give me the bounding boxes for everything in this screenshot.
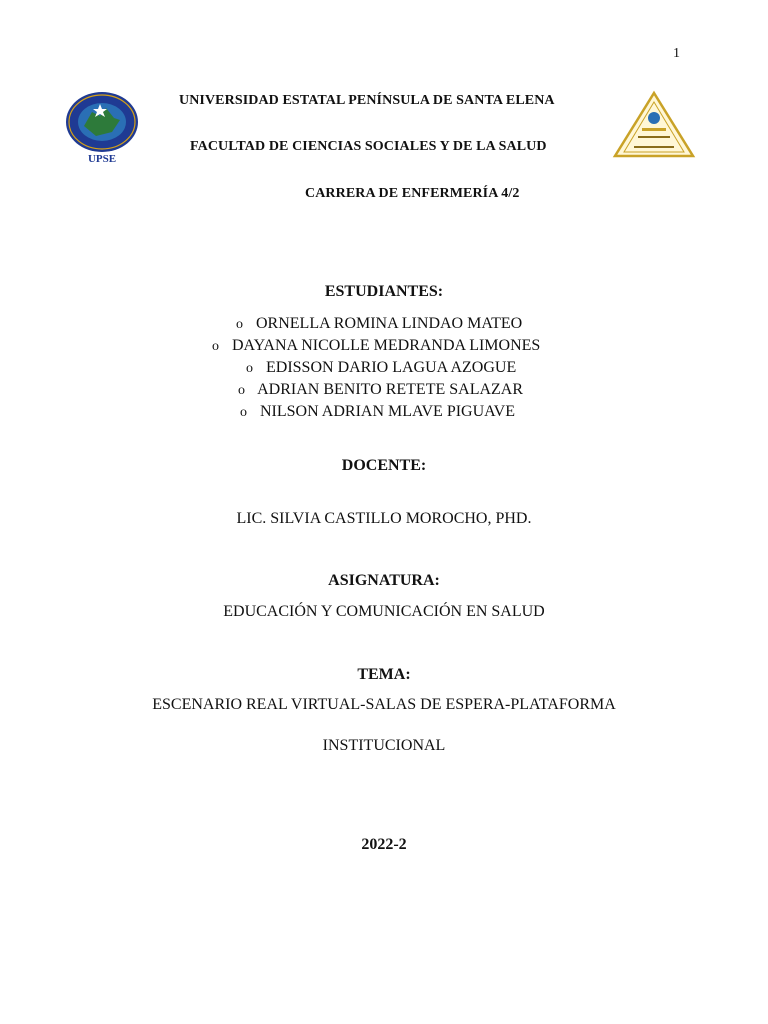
student-item	[238, 381, 523, 399]
upse-logo-icon	[62, 90, 142, 166]
student-item	[212, 337, 540, 355]
subject-heading: ASIGNATURA:	[328, 572, 440, 589]
student-name: NILSON ADRIAN MLAVE PIGUAVE	[260, 403, 515, 420]
student-name: EDISSON DARIO LAGUA AZOGUE	[266, 359, 517, 376]
student-item	[240, 403, 515, 421]
career-name: CARRERA DE ENFERMERÍA 4/2	[305, 186, 520, 201]
upse-logo-label: UPSE	[87, 153, 117, 165]
student-name: DAYANA NICOLLE MEDRANDA LIMONES	[232, 337, 541, 354]
bullet: o	[236, 317, 243, 332]
bullet: o	[246, 361, 253, 376]
topic-heading: TEMA:	[357, 666, 411, 683]
student-item	[236, 315, 522, 333]
subject-name: EDUCACIÓN Y COMUNICACIÓN EN SALUD	[223, 603, 545, 620]
university-name: UNIVERSIDAD ESTATAL PENÍNSULA DE SANTA ELENA	[179, 93, 555, 108]
students-heading: ESTUDIANTES:	[324, 283, 444, 300]
bullet: o	[238, 383, 245, 398]
topic-line-1: ESCENARIO REAL VIRTUAL-SALAS DE ESPERA-PLATAFORMA	[152, 696, 616, 713]
nursing-emblem-icon	[612, 90, 696, 160]
student-item	[246, 359, 516, 377]
teacher-name: LIC. SILVIA CASTILLO MOROCHO, PHD.	[236, 510, 532, 527]
year: 2022-2	[361, 836, 407, 853]
bullet: o	[240, 405, 247, 420]
student-name: ADRIAN BENITO RETETE SALAZAR	[257, 381, 524, 398]
topic-line-2: INSTITUCIONAL	[322, 737, 446, 754]
page-number: 1	[673, 46, 680, 61]
teacher-heading: DOCENTE:	[341, 457, 427, 474]
student-name: ORNELLA ROMINA LINDAO MATEO	[256, 315, 523, 332]
faculty-name: FACULTAD DE CIENCIAS SOCIALES Y DE LA SALUD	[190, 139, 547, 154]
bullet: o	[212, 339, 219, 354]
